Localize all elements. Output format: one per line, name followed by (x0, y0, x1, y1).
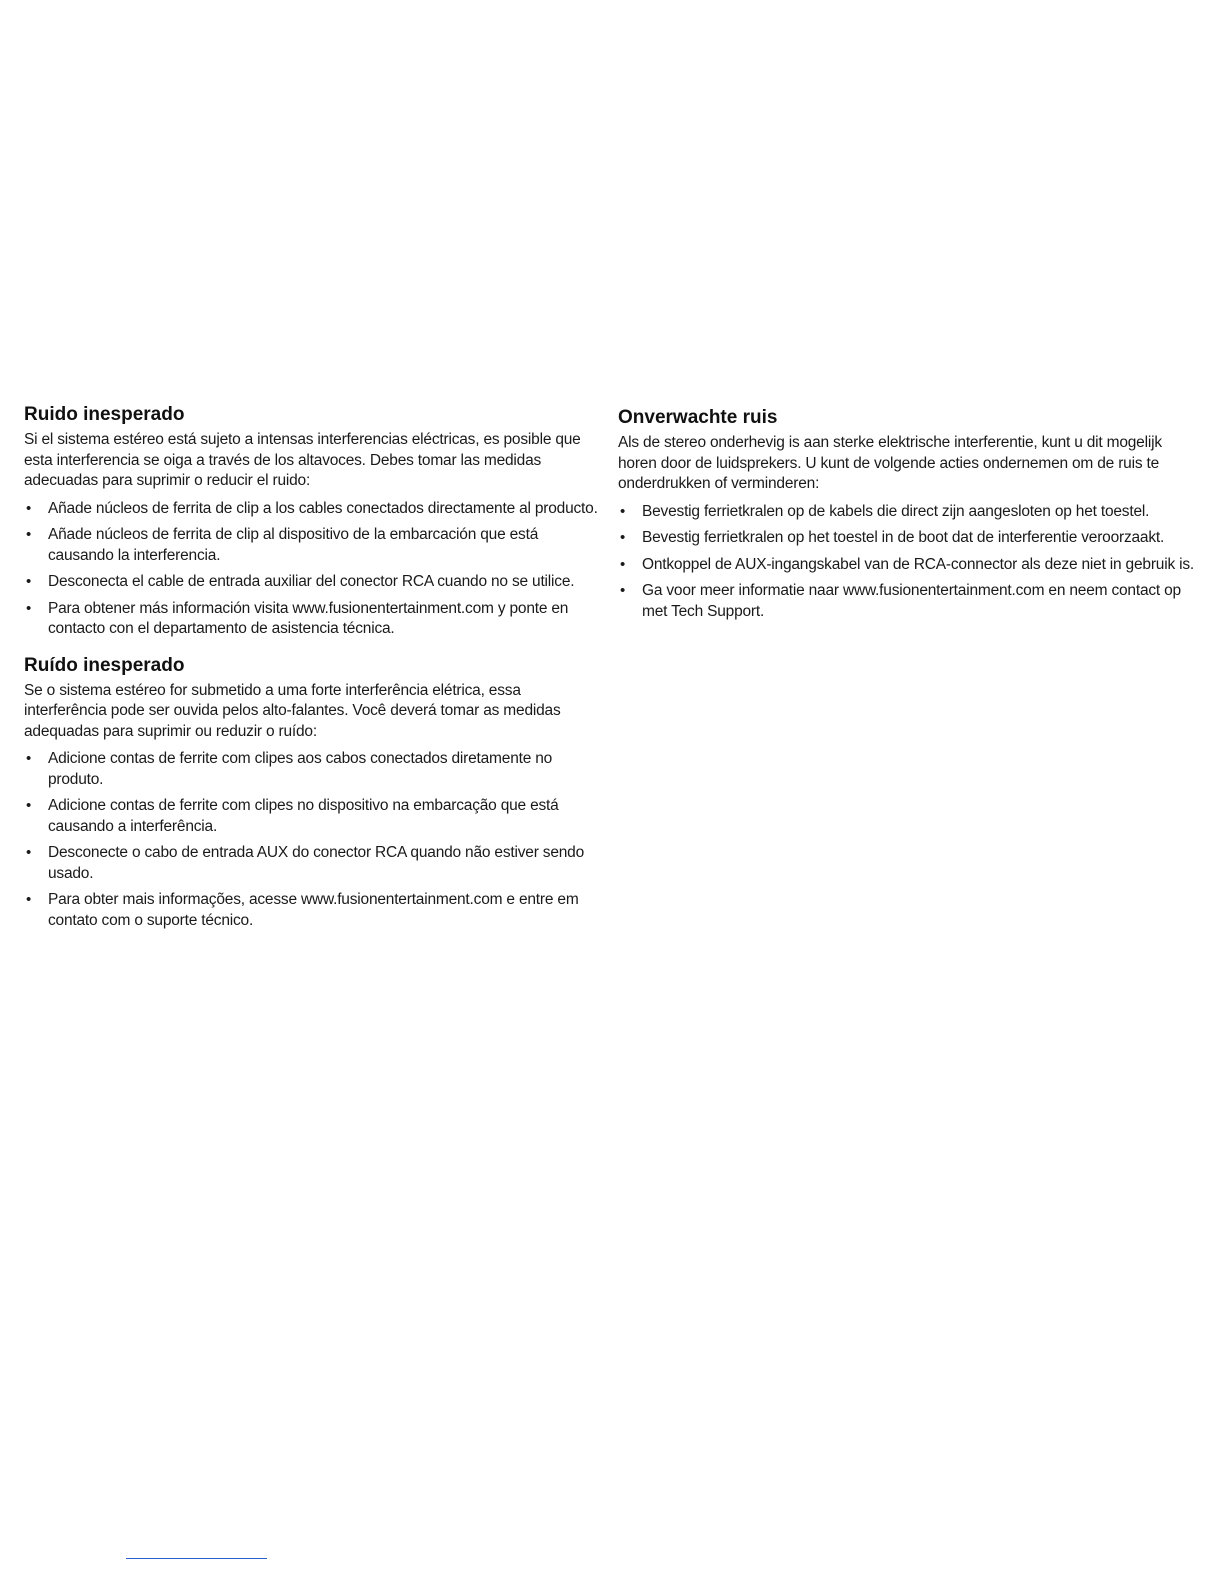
list-item-text: Añade núcleos de ferrita de clip a los cables conectados directamente al producto. (48, 499, 598, 517)
list-item (24, 843, 599, 884)
list-item (24, 749, 599, 790)
list-item (24, 572, 599, 593)
bullet-icon: • (620, 529, 626, 546)
bullet-icon: • (26, 844, 32, 861)
section-portuguese (24, 654, 599, 932)
section-heading: Ruído inesperado (24, 654, 185, 676)
list-item-text: Bevestig ferrietkralen op de kabels die direct zijn aangesloten op het toestel. (642, 502, 1150, 520)
bullet-icon: • (26, 599, 32, 617)
list-item (618, 528, 1196, 549)
list-item-text: Bevestig ferrietkralen op het toestel in de boot dat de interferentie veroorzaakt. (642, 529, 1165, 546)
list-item (24, 599, 599, 640)
bullet-icon: • (620, 555, 626, 573)
bullet-list (24, 499, 599, 640)
section-heading: Onverwachte ruis (618, 407, 778, 428)
bullet-icon: • (26, 526, 32, 543)
footer-rule (126, 1558, 267, 1559)
list-item-text: Ga voor meer informatie naar www.fusionentertainment.com en neem contact op met Tech Support. (642, 582, 1181, 620)
list-item-text: Desconecte o cabo de entrada AUX do conector RCA quando não estiver sendo usado. (48, 844, 585, 882)
bullet-icon: • (26, 891, 32, 908)
list-item (618, 555, 1196, 576)
bullet-list (24, 749, 599, 931)
bullet-icon: • (620, 502, 626, 520)
list-item-text: Desconecta el cable de entrada auxiliar del conector RCA cuando no se utilice. (48, 573, 575, 590)
list-item-text: Añade núcleos de ferrita de clip al dispositivo de la embarcación que está causando la interferencia. (48, 526, 539, 564)
list-item (618, 581, 1196, 622)
list-item (24, 525, 599, 566)
bullet-list (618, 502, 1196, 623)
list-item-text: Para obtener más información visita www.fusionentertainment.com y ponte en contacto con el departamento de asistencia técnica. (48, 599, 569, 637)
section-heading: Ruido inesperado (24, 404, 185, 425)
left-column (24, 403, 599, 945)
list-item (24, 499, 599, 520)
section-dutch (618, 406, 1196, 622)
list-item-text: Ontkoppel de AUX-ingangskabel van de RCA-connector als deze niet in gebruik is. (642, 555, 1195, 573)
list-item-text: Para obter mais informações, acesse www.fusionentertainment.com e entre em contato com o suporte técnico. (48, 891, 579, 929)
right-column (618, 406, 1196, 636)
bullet-icon: • (620, 582, 626, 599)
list-item-text: Adicione contas de ferrite com clipes aos cabos conectados diretamente no produto. (48, 750, 553, 788)
section-intro: Si el sistema estéreo está sujeto a intensas interferencias eléctricas, es posible que esta interferencia se oiga a través de los altavoces. Debes tomar las medidas adecuadas para suprimir o reducir el ruido: (24, 431, 581, 489)
list-item (24, 796, 599, 837)
section-intro: Als de stereo onderhevig is aan sterke elektrische interferentie, kunt u dit mogelijk horen door de luidsprekers. U kunt de volgende acties ondernemen om de ruis te onderdrukken of verminderen: (618, 434, 1162, 492)
bullet-icon: • (26, 797, 32, 814)
section-spanish (24, 403, 599, 640)
section-intro: Se o sistema estéreo for submetido a uma forte interferência elétrica, essa interferência pode ser ouvida pelos alto-falantes. Você deverá tomar as medidas adequadas para suprimir ou reduzir o ruído: (24, 681, 561, 740)
list-item (24, 890, 599, 931)
bullet-icon: • (26, 750, 32, 767)
list-item-text: Adicione contas de ferrite com clipes no dispositivo na embarcação que está causando a interferência. (48, 797, 559, 835)
bullet-icon: • (26, 499, 32, 517)
list-item (618, 502, 1196, 523)
bullet-icon: • (26, 573, 32, 590)
